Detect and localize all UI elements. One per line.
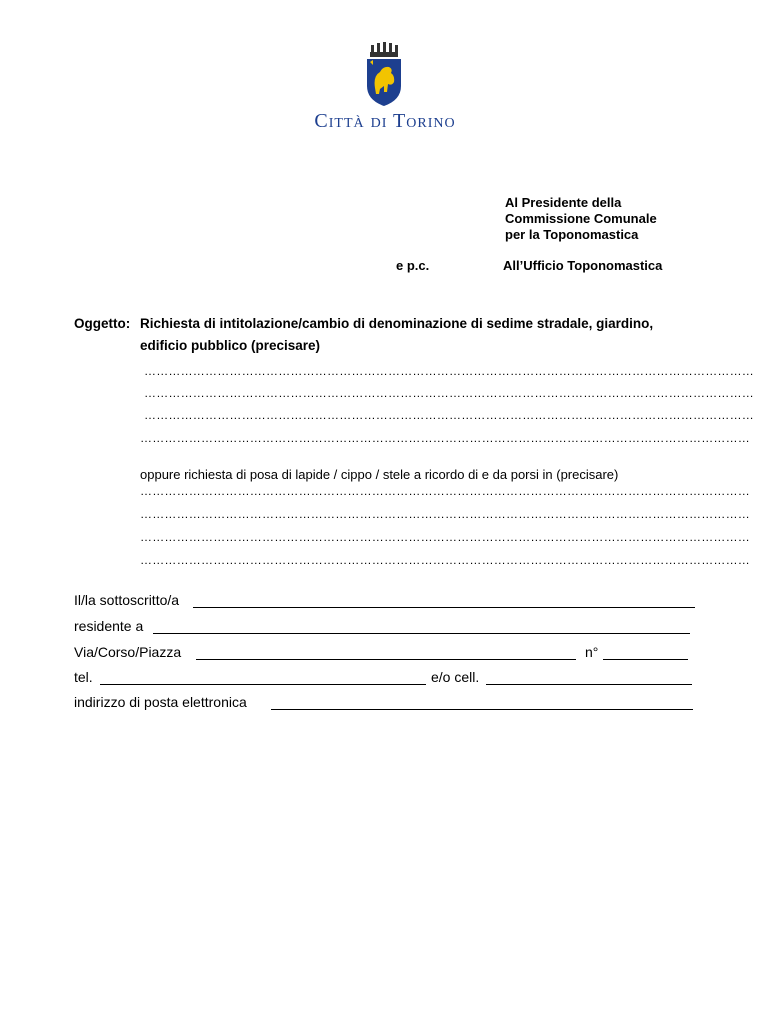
residence-field[interactable] [153, 633, 690, 634]
signer-label: Il/la sottoscritto/a [74, 592, 180, 608]
dotted-fill-line[interactable]: …………………………………………………………………………………………………………………………………… [144, 408, 754, 422]
dotted-fill-line[interactable]: …………………………………………………………………………………………………………………………………… [140, 507, 750, 521]
city-name: Città di Torino [314, 110, 456, 132]
cell-field[interactable] [486, 684, 692, 685]
recipient-line-3: per la Toponomastica [505, 227, 639, 242]
subject-line-1: Richiesta di intitolazione/cambio di denominazione di sedime stradale, giardino, [140, 316, 654, 331]
phone-field[interactable] [100, 684, 426, 685]
residence-label: residente a [74, 618, 144, 634]
recipient-line-2: Commissione Comunale [505, 211, 657, 226]
cc-recipient: All’Ufficio Toponomastica [503, 258, 663, 273]
street-label: Via/Corso/Piazza [74, 644, 182, 660]
street-number-field[interactable] [603, 659, 688, 660]
dotted-fill-line[interactable]: …………………………………………………………………………………………………………………………………… [140, 431, 750, 445]
signer-field[interactable] [193, 607, 695, 608]
dotted-fill-line[interactable]: …………………………………………………………………………………………………………………………………… [140, 484, 750, 498]
email-field[interactable] [271, 709, 693, 710]
subject-line-2: edificio pubblico (precisare) [140, 338, 321, 353]
cc-label: e p.c. [396, 258, 430, 273]
street-number-label: n° [585, 644, 599, 660]
recipient-line-1: Al Presidente della [505, 195, 622, 210]
city-crest-logo [361, 42, 407, 108]
subject-label: Oggetto: [74, 316, 131, 331]
dotted-fill-line[interactable]: …………………………………………………………………………………………………………………………………… [140, 553, 750, 567]
alternative-request-text: oppure richiesta di posa di lapide / cippo / stele a ricordo di e da porsi in (precisare) [140, 467, 619, 482]
dotted-fill-line[interactable]: …………………………………………………………………………………………………………………………………… [140, 530, 750, 544]
street-field[interactable] [196, 659, 576, 660]
dotted-fill-line[interactable]: …………………………………………………………………………………………………………………………………… [144, 364, 754, 378]
phone-label: tel. [74, 669, 93, 685]
cell-label: e/o cell. [431, 669, 480, 685]
email-label: indirizzo di posta elettronica [74, 694, 247, 710]
dotted-fill-line[interactable]: …………………………………………………………………………………………………………………………………… [144, 386, 754, 400]
